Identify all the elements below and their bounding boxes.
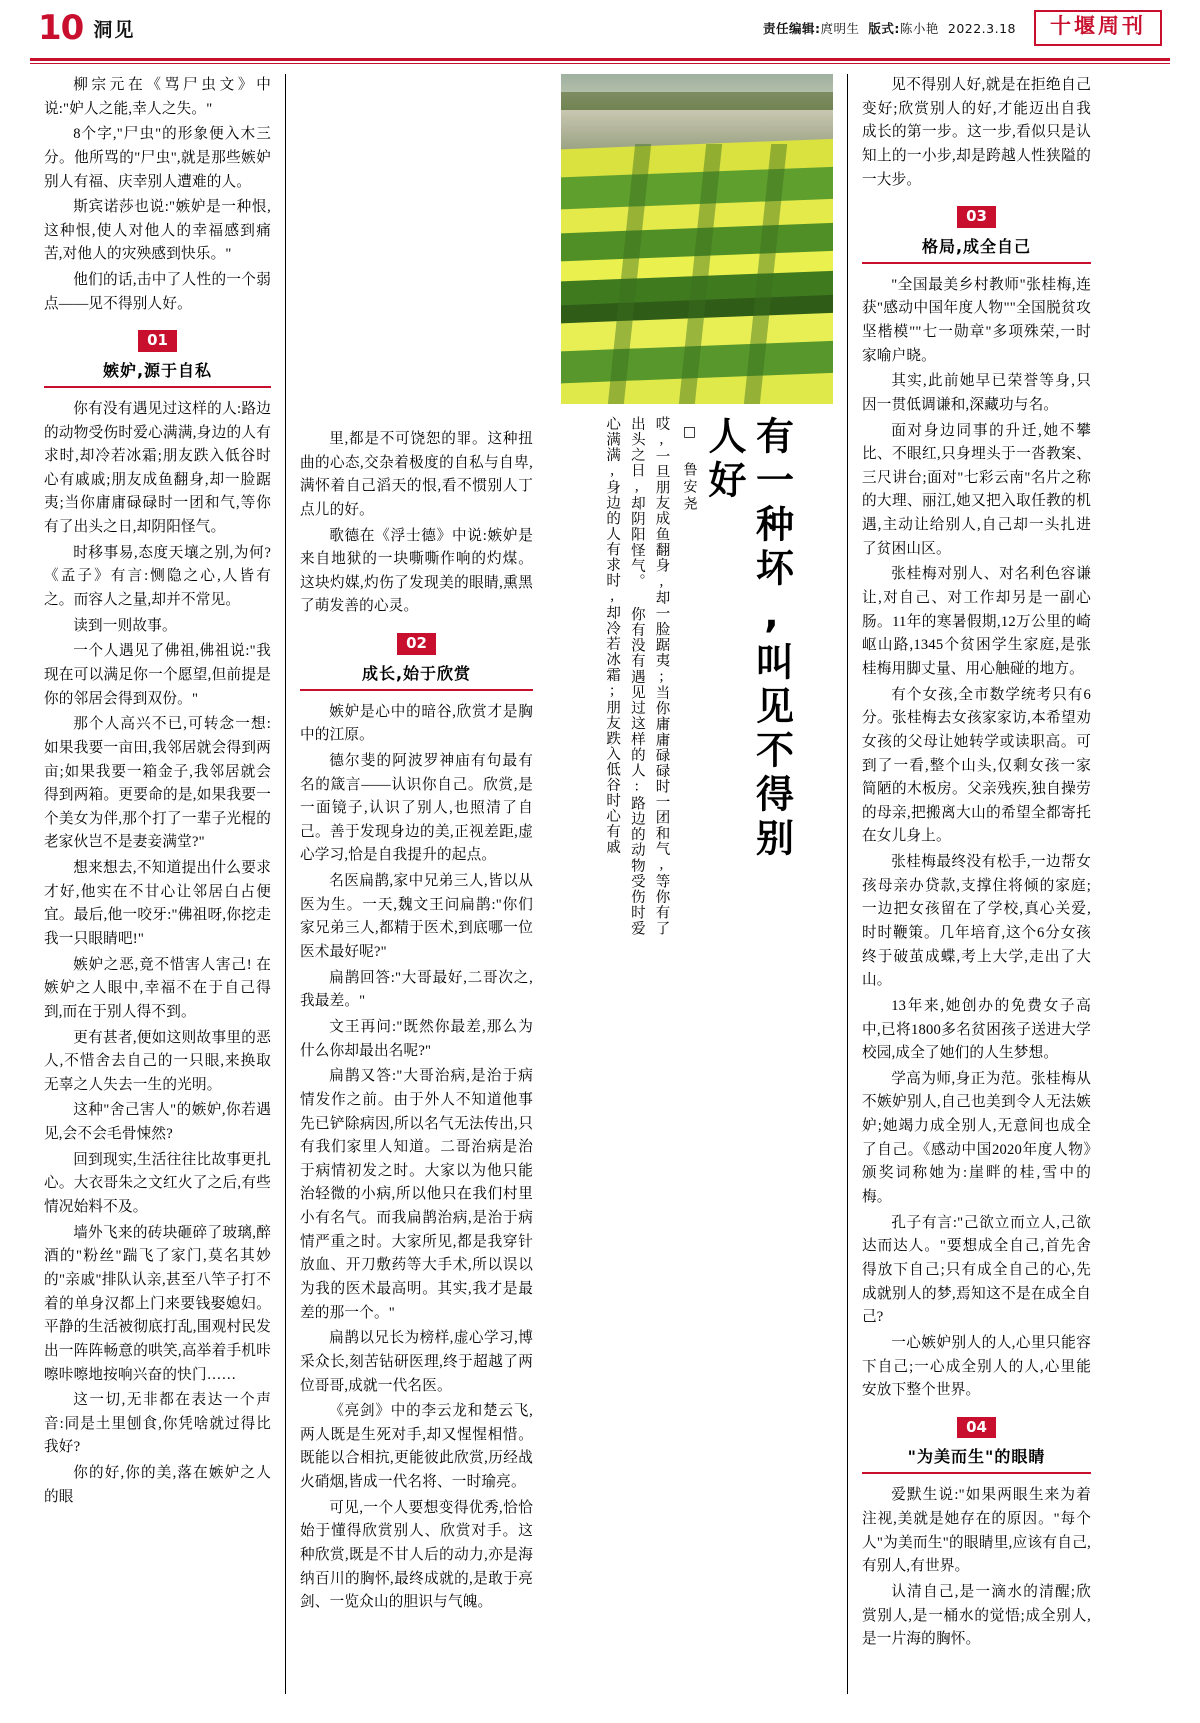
section-heading-01 [44,330,271,388]
paragraph: 见不得别人好,就是在拒绝自己变好;欣赏别人的好,才能迈出自我成长的第一步。这一步,看似只是认知上的一小步,却是跨越人性狭隘的一大步。 [862,77,1091,188]
paragraph: 你有没有遇见过这样的人:路边的动物受伤时爱心满满,身边的人有求时,却冷若冰霜;朋友跌入低谷时心有戚戚;朋友成鱼翻身,却一脸踞夷;当你庸庸碌碌时一团和气,等你有了出头之日,却阴阳怪气。 [44,400,271,536]
paragraph: 13年来,她创办的免费女子高中,已将1800多名贫困孩子送进大学校园,成全了她们的人生梦想。 [862,997,1091,1062]
paragraph: 更有甚者,便如这则故事里的恶人,不惜舍去自己的一只眼,来换取无辜之人失去一生的光明。 [44,1029,271,1093]
paragraph: 你的好,你的美,落在嫉妒之人的眼 [44,1465,271,1505]
section-title: "为美而生"的眼睛 [862,1444,1091,1474]
paragraph: 时移事易,态度天壤之别,为何?《孟子》有言:恻隐之心,人皆有之。而容人之量,却并不常见。 [44,544,271,609]
paragraph: 回到现实,生活往往比故事更扎心。大衣哥朱之文红火了之后,有些情况始料不及。 [44,1151,271,1216]
paragraph: 面对身边同事的升迁,她不攀比、不眼红,只身埋头于一沓教案、三尺讲台;面对"七彩云南"名片之称的大理、丽江,她又把入取任教的机遇,主动让给别人,自己却一头扎进了贫困山区。 [862,422,1091,557]
paragraph: 爱默生说:"如果两眼生来为着注视,美就是她存在的原因。"每个人"为美而生"的眼睛里,应该有自己,有别人,有世界。 [862,1487,1091,1575]
article-standfirst: 哎,一旦朋友成鱼翻身,却一脸踞夷;当你庸庸碌碌时一团和气,等你有了出头之日,却阴阳怪气。 你有没有遇见过这样的人:路边的动物受伤时爱心满满,身边的人有求时,却冷若冰霜;朋友跌入低谷时心有戚 [604,416,670,936]
page-number: 10 [38,8,84,48]
paragraph: 想来想去,不知道提出什么要求才好,他实在不甘心让邻居白占便宜。最后,他一咬牙:"佛祖呀,你挖走我一只眼睛吧!" [44,860,271,947]
layout-label: 版式: [868,21,900,36]
paragraph: 里,都是不可饶恕的罪。这种扭曲的心态,交杂着极度的自私与自卑,满怀着自己滔天的恨,看不惯别人丁点儿的好。 [300,431,533,518]
paragraph: 一个人遇见了佛祖,佛祖说:"我现在可以满足你一个愿望,但前提是你的邻居会得到双份。" [44,643,271,707]
paragraph: 这种"舍己害人"的嫉妒,你若遇见,会不会毛骨悚然? [44,1102,271,1143]
paper-title: 十堰周刊 [1034,10,1162,45]
article-columns [30,74,1170,1694]
section-name: 洞见 [93,18,136,41]
column-1 [30,74,285,1694]
paragraph: 那个人高兴不已,可转念一想:如果我要一亩田,我邻居就会得到两亩;如果我要一箱金子,我邻居就会得到两箱。更要命的是,如果我要一个美女为伴,那个打了一辈子光棍的老家伙岂不是妻妾满堂?" [44,716,271,851]
paragraph: 扁鹊回答:"大哥最好,二哥次之,我最差。" [300,969,533,1010]
article-headline: 有一种坏,叫见不得别人好 [701,416,794,862]
column-2 [285,74,547,1694]
masthead-rule-thin [30,63,1170,64]
paragraph: 张桂梅最终没有松手,一边帮女孩母亲办贷款,支撑住将倾的家庭;一边把女孩留在了学校,真心关爱,时时鞭策。几年培育,这个6分女孩终于破茧成蝶,考上大学,走出了大山。 [862,854,1091,989]
paragraph: 8个字,"尸虫"的形象便入木三分。他所骂的"尸虫",就是那些嫉妒别人有福、庆幸别人遭难的人。 [44,126,271,190]
paragraph: 名医扁鹊,家中兄弟三人,皆以从医为生。一天,魏文王问扁鹊:"你们家兄弟三人,都精于医术,到底哪一位医术最好呢?" [300,873,533,961]
paragraph: "全国最美乡村教师"张桂梅,连获"感动中国年度人物""全国脱贫攻坚楷模""七一勋章"多项殊荣,一时家喻户晓。 [862,276,1091,364]
publish-date: 2022.3.18 [947,21,1016,36]
paragraph: 他们的话,击中了人性的一个弱点——见不得别人好。 [44,272,271,312]
paragraph: 嫉妒是心中的暗谷,欣赏才是胸中的江原。 [300,703,533,744]
section-title: 成长,始于欣赏 [300,661,533,691]
paragraph: 柳宗元在《骂尸虫文》中说:"妒人之能,幸人之失。" [44,77,271,117]
credits [763,19,1016,37]
paragraph: 嫉妒之恶,竟不惜害人害己! 在嫉妒之人眼中,幸福不在于自己得到,而在于别人得不到。 [44,956,271,1020]
masthead-right [763,10,1162,45]
photo-figure [561,74,833,404]
section-heading-02 [300,633,533,691]
paragraph: 扁鹊以兄长为榜样,虚心学习,博采众长,刻苦钻研医理,终于超越了两位哥哥,成就一代名医。 [300,1330,533,1394]
paragraph: 文王再问:"既然你最差,那么为什么你却最出名呢?" [300,1018,533,1059]
paragraph: 其实,此前她早已荣誉等身,只因一贯低调谦和,深藏功与名。 [862,373,1091,413]
section-title: 格局,成全自己 [862,234,1091,264]
paragraph: 德尔斐的阿波罗神庙有句最有名的箴言——认识你自己。欣赏,是一面镜子,认识了别人,也照清了自己。善于发现身边的美,正视差距,虚心学习,恰是自我提升的起点。 [300,752,533,864]
paragraph: 读到一则故事。 [73,617,177,634]
section-number: 04 [957,1417,996,1439]
paragraph: 可见,一个人要想变得优秀,恰恰始于懂得欣赏别人、欣赏对手。这种欣赏,既是不甘人后的动力,亦是海纳百川的胸怀,最终成就的,是敢于亮剑、一览众山的胆识与气魄。 [300,1499,533,1611]
masthead [30,0,1170,56]
paragraph: 扁鹊又答:"大哥治病,是治于病情发作之前。由于外人不知道他事先已铲除病因,所以名气无法传出,只有我们家里人知道。二哥治病是治于病情初发之时。大家以为他只能治轻微的小病,所以他只在我们村里小有名气。而我扁鹊治病,是治于病情严重之时。大家所见,都是我穿针放血、开刀敷药等大手术,所以误以为我的医术最高明。其实,我才是最差的那一个。" [300,1068,533,1321]
paragraph: 这一切,无非都在表达一个声音:同是土里刨食,你凭啥就过得比我好? [44,1392,271,1456]
paragraph: 《亮剑》中的李云龙和楚云飞,两人既是生死对手,却又惺惺相惜。既能以合相抗,更能彼此欣赏,历经战火硝烟,皆成一代名将、一时瑜亮。 [300,1403,533,1491]
headline-block [561,416,833,976]
section-number: 01 [138,330,177,352]
section-heading-03 [862,206,1091,264]
paragraph: 斯宾诺莎也说:"嫉妒是一种恨,这种恨,使人对他人的幸福感到痛苦,对他人的灾殃感到快乐。" [44,199,271,263]
paragraph: 张桂梅对别人、对名利色容谦让,对自己、对工作却另是一副心肠。11年的寒暑假期,12万公里的崎岖山路,1345个贫困学生家庭,是张桂梅用脚丈量、用心触碰的地方。 [862,566,1091,677]
paragraph: 墙外飞来的砖块砸碎了玻璃,醉酒的"粉丝"踹飞了家门,莫名其妙的"亲戚"排队认亲,甚至八竿子打不着的单身汉都上门来要钱娶媳妇。平静的生活被彻底打乱,围观村民发出一阵阵畅意的哄笑,高举着手机咔嚓咔嚓地按响兴奋的快门…… [44,1224,271,1383]
paragraph: 一心嫉妒别人的人,心里只能容下自己;一心成全别人的人,心里能安放下整个世界。 [862,1334,1091,1399]
section-title: 嫉妒,源于自私 [44,358,271,388]
paragraph: 孔子有言:"己欲立而立人,己欲达而达人。"要想成全自己,首先舍得放下自己;只有成全自己的心,先成就别人的梦,焉知这不是在成全自己? [862,1214,1091,1326]
paragraph: 有个女孩,全市数学统考只有6分。张桂梅去女孩家家访,本希望劝女孩的父母让她转学或读职高。可到了一看,整个山头,仅剩女孩一家简陋的木板房。父亲残疾,独自操劳的母亲,把搬离大山的希望全都寄托在女儿身上。 [862,686,1091,845]
landscape-photo [561,74,833,404]
column-4 [847,74,1105,1694]
masthead-rule [30,58,1170,61]
paragraph: 认清自己,是一滴水的清醒;欣赏别人,是一桶水的觉悟;成全别人,是一片海的胸怀。 [862,1583,1091,1648]
paragraph: 歌德在《浮士德》中说:嫉妒是来自地狱的一块嘶嘶作响的灼煤。这块灼媒,灼伤了发现美的眼睛,熏黑了萌发善的心灵。 [300,527,533,615]
layout-name: 陈小艳 [899,21,939,36]
section-number: 02 [397,633,436,655]
editor-name: 庹明生 [820,21,860,36]
article-byline: □ 鲁安尧 [681,424,698,513]
editor-label: 责任编辑: [762,21,821,36]
paragraph: 学高为师,身正为范。张桂梅从不嫉妒别人,自己也美到令人无法嫉妒;她竭力成全别人,无意间也成全了自己。《感动中国2020年度人物》颁奖词称她为:崖畔的桂,雪中的梅。 [862,1070,1091,1206]
section-number: 03 [957,206,996,228]
section-heading-04 [862,1417,1091,1475]
column-3 [547,74,847,1694]
